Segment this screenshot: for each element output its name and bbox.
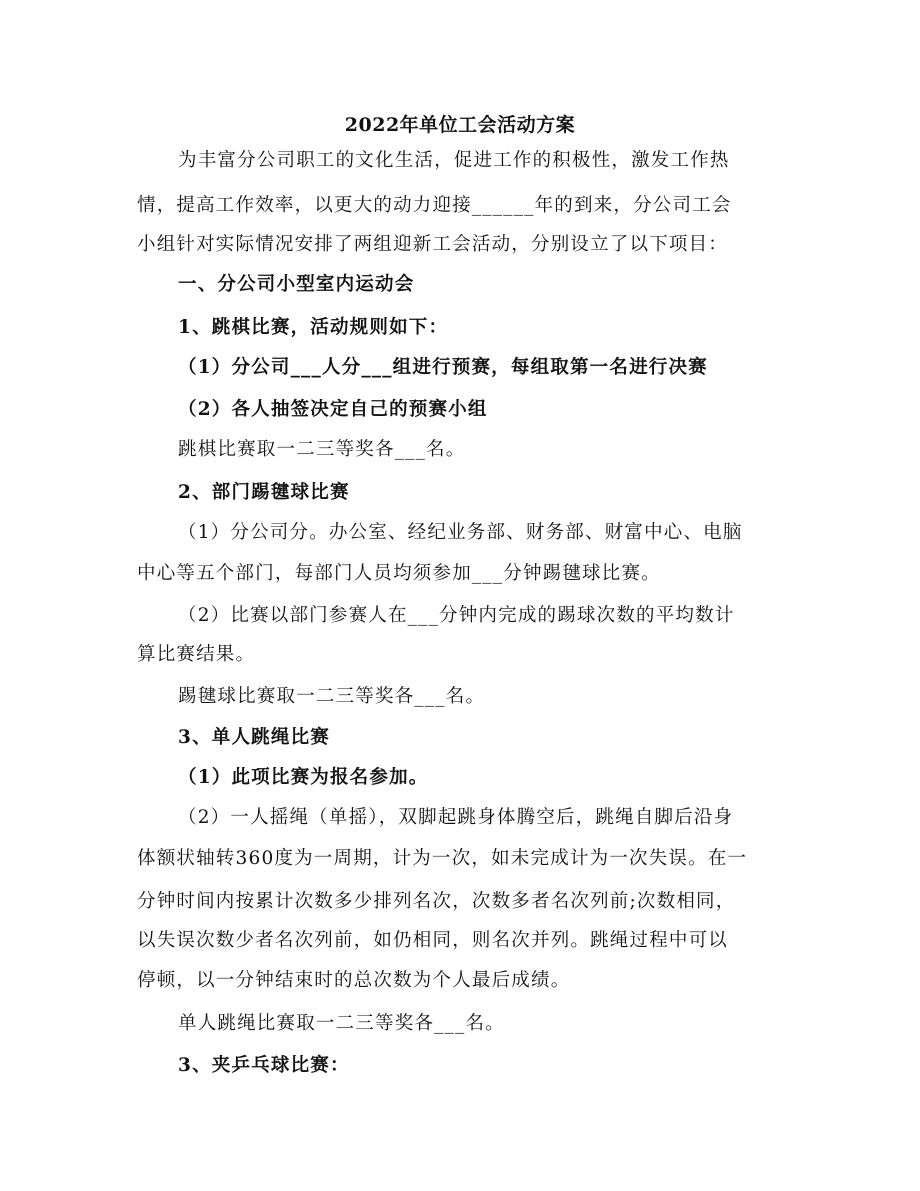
paragraph-line: 小组针对实际情况安排了两组迎新工会活动，分别设立了以下项目： [137, 234, 729, 255]
rule-item: （1）此项比赛为报名参加。 [178, 767, 429, 788]
paragraph-line: （2）一人摇绳（单摇），双脚起跳身体腾空后，跳绳自脚后沿身 [178, 807, 734, 828]
rule-item: （2）各人抽签决定自己的预赛小组 [178, 399, 488, 420]
paragraph-line: 分钟时间内按累计次数多少排列名次，次数多者名次列前;次数相同， [137, 891, 736, 912]
subsection-heading: 1、跳棋比赛，活动规则如下： [178, 317, 449, 338]
rule-item: （1）分公司___人分___组进行预赛，每组取第一名进行决赛 [178, 357, 708, 378]
section-heading: 一、分公司小型室内运动会 [178, 274, 415, 295]
paragraph-line: 以失误次数少者名次列前，如仍相同，则名次并列。跳绳过程中可以 [137, 930, 729, 951]
subsection-heading: 3、单人跳绳比赛 [178, 727, 330, 748]
paragraph-line: 算比赛结果。 [137, 644, 256, 665]
paragraph-line: 踢毽球比赛取一二三等奖各___名。 [178, 686, 486, 707]
paragraph-line: 跳棋比赛取一二三等奖各___名。 [178, 439, 466, 460]
paragraph-line: 体额状轴转360度为一周期，计为一次，如未完成计为一次失误。在一 [137, 848, 748, 869]
document-title: 2022年单位工会活动方案 [344, 114, 576, 136]
paragraph-line: 情，提高工作效率，以更大的动力迎接______年的到来，分公司工会 [137, 195, 732, 216]
paragraph-line: 为丰富分公司职工的文化生活，促进工作的积极性，激发工作热 [178, 150, 730, 171]
paragraph-line: 停顿，以一分钟结束时的总次数为个人最后成绩。 [137, 970, 571, 991]
subsection-heading: 3、夹乒乓球比赛： [178, 1055, 350, 1076]
paragraph-line: 单人跳绳比赛取一二三等奖各___名。 [178, 1013, 505, 1034]
subsection-heading: 2、部门踢毽球比赛 [178, 482, 350, 503]
paragraph-line: （1）分公司分。办公室、经纪业务部、财务部、财富中心、电脑 [178, 522, 743, 543]
paragraph-line: （2）比赛以部门参赛人在___分钟内完成的踢球次数的平均数计 [178, 605, 735, 626]
paragraph-line: 中心等五个部门，每部门人员均须参加___分钟踢毽球比赛。 [137, 563, 661, 584]
